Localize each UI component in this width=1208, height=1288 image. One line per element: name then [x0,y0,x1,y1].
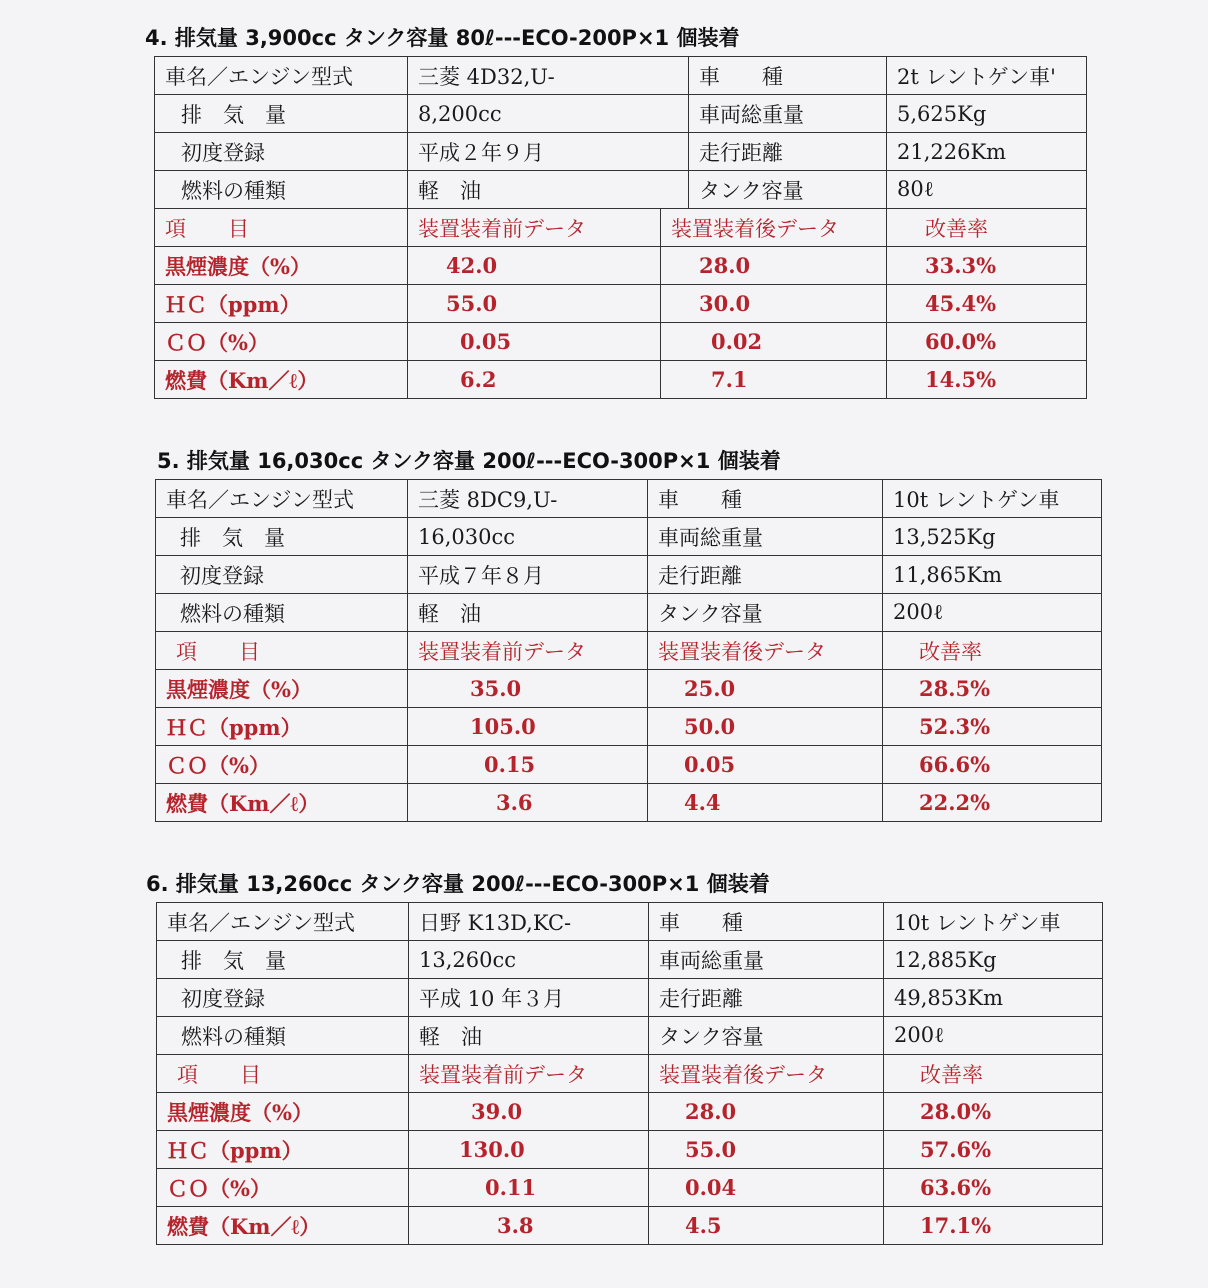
spec-value: 8,200cc [408,95,689,133]
spec-label: 車 種 [648,480,883,518]
result-before: 130.0 [409,1131,649,1169]
spec-row [155,133,1087,171]
spec-value: 21,226Km [887,133,1087,171]
result-row [156,784,1102,822]
result-item: ＣＯ（%） [156,746,408,784]
header-item: 項 目 [156,632,408,670]
spec-label: 排 気 量 [156,518,408,556]
result-after: 4.4 [648,784,883,822]
spec-row [155,95,1087,133]
result-rate: 22.2% [883,784,1102,822]
spec-row [155,57,1087,95]
vehicle-table [154,56,1087,399]
result-row [156,746,1102,784]
spec-label: 走行距離 [649,979,884,1017]
spec-label: 排 気 量 [155,95,408,133]
result-before: 55.0 [408,285,661,323]
result-before: 39.0 [409,1093,649,1131]
result-rate: 28.0% [884,1093,1103,1131]
result-rate: 33.3% [887,247,1087,285]
spec-label: 車両総重量 [689,95,887,133]
result-row [157,1131,1103,1169]
header-rate: 改善率 [884,1055,1103,1093]
spec-label: 車名／エンジン型式 [155,57,408,95]
result-after: 25.0 [648,670,883,708]
spec-label: 走行距離 [689,133,887,171]
result-item: ＨＣ（ppm） [157,1131,409,1169]
header-item: 項 目 [155,209,408,247]
spec-value: 10t レントゲン車 [884,903,1103,941]
results-header-row [155,209,1087,247]
result-before: 3.6 [408,784,648,822]
result-rate: 17.1% [884,1207,1103,1245]
spec-label: 初度登録 [156,556,408,594]
spec-value: 日野 K13D,KC- [409,903,649,941]
result-row [155,285,1087,323]
result-rate: 66.6% [883,746,1102,784]
spec-label: 車両総重量 [649,941,884,979]
result-item: ＨＣ（ppm） [155,285,408,323]
result-row [157,1207,1103,1245]
result-after: 4.5 [649,1207,884,1245]
result-after: 50.0 [648,708,883,746]
result-row [155,247,1087,285]
spec-row [157,903,1103,941]
spec-label: タンク容量 [649,1017,884,1055]
result-rate: 14.5% [887,361,1087,399]
result-rate: 52.3% [883,708,1102,746]
spec-label: 初度登録 [155,133,408,171]
result-item: ＣＯ（%） [155,323,408,361]
spec-label: 初度登録 [157,979,409,1017]
spec-row [156,594,1102,632]
spec-value: 13,525Kg [883,518,1102,556]
vehicle-table [156,902,1103,1245]
spec-value: 49,853Km [884,979,1103,1017]
section-6 [146,871,1103,1245]
result-item: 燃費（Km／ℓ） [157,1207,409,1245]
spec-value: 200ℓ [883,594,1102,632]
results-header-row [157,1055,1103,1093]
spec-value: 軽 油 [409,1017,649,1055]
spec-value: 10t レントゲン車 [883,480,1102,518]
spec-label: 車名／エンジン型式 [156,480,408,518]
result-item: ＨＣ（ppm） [156,708,408,746]
result-after: 28.0 [661,247,887,285]
result-after: 28.0 [649,1093,884,1131]
result-row [157,1093,1103,1131]
result-before: 0.11 [409,1169,649,1207]
result-after: 7.1 [661,361,887,399]
result-rate: 63.6% [884,1169,1103,1207]
result-before: 105.0 [408,708,648,746]
result-after: 0.02 [661,323,887,361]
section-5 [157,448,1102,822]
spec-value: 13,260cc [409,941,649,979]
spec-value: 5,625Kg [887,95,1087,133]
spec-label: 車 種 [689,57,887,95]
header-after: 装置装着後データ [649,1055,884,1093]
result-row [155,323,1087,361]
header-before: 装置装着前データ [408,209,661,247]
spec-value: 平成２年９月 [408,133,689,171]
result-rate: 45.4% [887,285,1087,323]
result-before: 42.0 [408,247,661,285]
result-item: 黒煙濃度（%） [155,247,408,285]
header-before: 装置装着前データ [409,1055,649,1093]
header-after: 装置装着後データ [648,632,883,670]
results-header-row [156,632,1102,670]
section-heading: 5. 排気量 16,030cc タンク容量 200ℓ---ECO-300P×1 個装着 [157,449,781,473]
spec-row [156,518,1102,556]
result-row [156,708,1102,746]
result-rate: 28.5% [883,670,1102,708]
spec-label: タンク容量 [689,171,887,209]
spec-value: 三菱 8DC9,U- [408,480,648,518]
spec-label: 燃料の種類 [156,594,408,632]
spec-row [156,556,1102,594]
spec-value: 三菱 4D32,U- [408,57,689,95]
result-item: 燃費（Km／ℓ） [155,361,408,399]
result-after: 30.0 [661,285,887,323]
spec-label: 排 気 量 [157,941,409,979]
result-after: 0.05 [648,746,883,784]
spec-row [155,171,1087,209]
spec-value: 軽 油 [408,594,648,632]
spec-label: 車名／エンジン型式 [157,903,409,941]
section-heading: 4. 排気量 3,900cc タンク容量 80ℓ---ECO-200P×1 個装着 [145,26,740,50]
result-row [155,361,1087,399]
spec-label: 走行距離 [648,556,883,594]
spec-row [157,979,1103,1017]
spec-value: 2t レントゲン車' [887,57,1087,95]
spec-row [157,1017,1103,1055]
result-item: ＣＯ（%） [157,1169,409,1207]
result-before: 3.8 [409,1207,649,1245]
spec-label: 燃料の種類 [157,1017,409,1055]
result-after: 55.0 [649,1131,884,1169]
result-before: 0.15 [408,746,648,784]
result-item: 黒煙濃度（%） [157,1093,409,1131]
spec-value: 平成７年８月 [408,556,648,594]
result-before: 35.0 [408,670,648,708]
spec-value: 16,030cc [408,518,648,556]
result-row [156,670,1102,708]
result-before: 0.05 [408,323,661,361]
header-rate: 改善率 [887,209,1087,247]
spec-row [156,480,1102,518]
spec-value: 12,885Kg [884,941,1103,979]
spec-row [157,941,1103,979]
spec-value: 200ℓ [884,1017,1103,1055]
result-item: 黒煙濃度（%） [156,670,408,708]
header-after: 装置装着後データ [661,209,887,247]
spec-value: 平成 10 年３月 [409,979,649,1017]
spec-value: 11,865Km [883,556,1102,594]
section-heading: 6. 排気量 13,260cc タンク容量 200ℓ---ECO-300P×1 個装着 [146,872,770,896]
header-item: 項 目 [157,1055,409,1093]
header-before: 装置装着前データ [408,632,648,670]
spec-value: 80ℓ [887,171,1087,209]
result-rate: 60.0% [887,323,1087,361]
result-item: 燃費（Km／ℓ） [156,784,408,822]
result-before: 6.2 [408,361,661,399]
result-after: 0.04 [649,1169,884,1207]
result-row [157,1169,1103,1207]
spec-label: タンク容量 [648,594,883,632]
spec-value: 軽 油 [408,171,689,209]
header-rate: 改善率 [883,632,1102,670]
section-4 [145,25,1087,399]
spec-label: 車両総重量 [648,518,883,556]
vehicle-table [155,479,1102,822]
result-rate: 57.6% [884,1131,1103,1169]
spec-label: 車 種 [649,903,884,941]
spec-label: 燃料の種類 [155,171,408,209]
